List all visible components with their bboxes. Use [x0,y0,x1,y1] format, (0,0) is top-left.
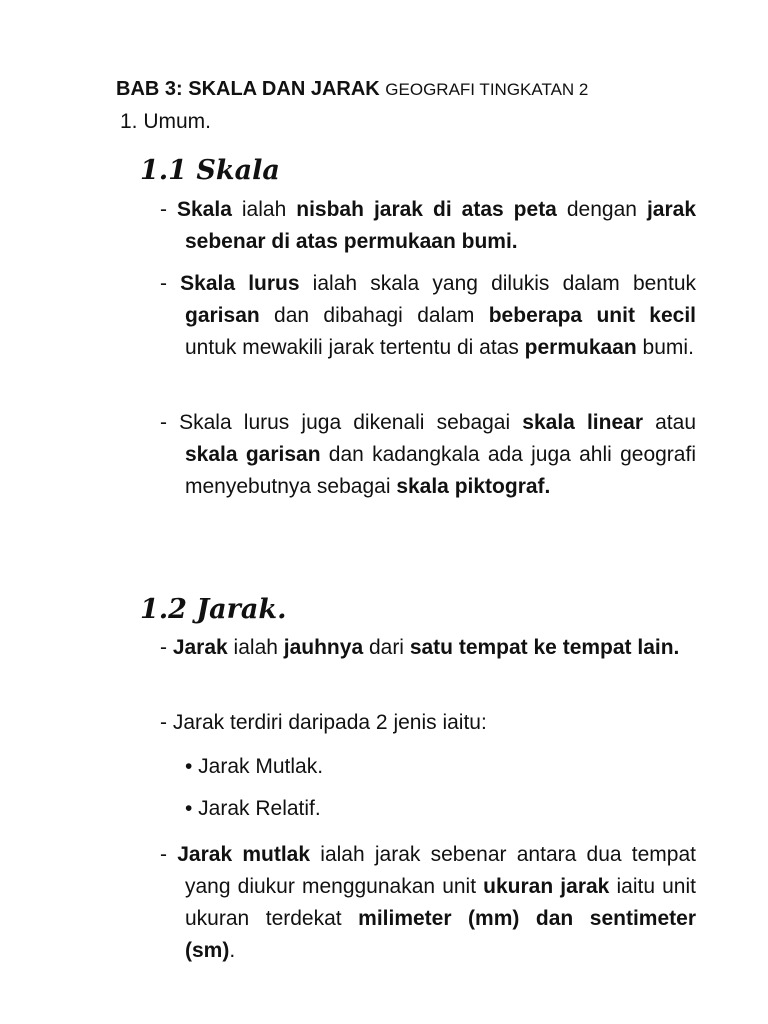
dash: - [160,843,178,866]
term: nisbah jarak di atas peta [296,198,557,221]
text: dengan [556,198,647,221]
paragraph-skala-definition [160,194,696,258]
dash: - [160,411,180,434]
term: jarak sebenar di atas permukaan bumi. [185,198,696,253]
text: ialah [227,636,284,659]
list-item: • Jarak Relatif. [185,797,321,820]
text: Skala lurus juga dikenali sebagai [179,411,523,434]
text: ialah jarak sebenar antara dua tempat yang diukur menggunakan unit [185,843,696,898]
text: ialah [231,198,297,221]
term: milimeter (mm) dan sentimeter (sm) [185,907,696,962]
term: Skala lurus [180,272,300,295]
text: iaitu unit ukuran terdekat [185,875,696,930]
term: skala piktograf. [396,475,551,498]
term: permukaan [524,336,637,359]
paragraph-skala-lurus [160,268,696,364]
dash: - [160,198,177,221]
dash: - [160,272,181,295]
paragraph-jarak-types [160,707,696,739]
text: Jarak terdiri daripada 2 jenis iaitu: [172,711,487,734]
text: dari [363,636,410,659]
term: skala linear [522,411,643,434]
section-title-jarak: 1.2 Jarak. [140,594,287,625]
term: ukuran jarak [483,875,610,898]
list-item: • Jarak Mutlak. [185,755,324,778]
term: jauhnya [283,636,364,659]
term: beberapa unit kecil [488,304,696,327]
term: Jarak [172,636,228,659]
text: atau [643,411,696,434]
text: dan dibahagi dalam [259,304,489,327]
term: garisan [185,304,260,327]
chapter-subtitle: GEOGRAFI TINGKATAN 2 [385,80,589,99]
term: skala garisan [185,443,321,466]
text: untuk mewakili jarak tertentu di atas [185,336,525,359]
text: ialah skala yang dilukis dalam bentuk [299,272,696,295]
document-header [116,76,588,103]
dash: - [160,636,173,659]
text: dan kadangkala ada juga ahli geografi menyebutnya sebagai [185,443,696,498]
paragraph-jarak-mutlak [160,839,696,967]
chapter-title: BAB 3: SKALA DAN JARAK [116,78,380,100]
term: satu tempat ke tempat lain. [409,636,680,659]
text: bumi. [636,336,694,359]
paragraph-skala-linear [160,407,696,503]
section-title-skala: 1.1 Skala [140,155,280,186]
intro-heading: 1. Umum. [120,110,212,133]
term: Skala [177,198,232,221]
text: . [229,939,236,962]
dash: - [160,711,173,734]
term: Jarak mutlak [177,843,311,866]
paragraph-jarak-definition [160,632,696,664]
